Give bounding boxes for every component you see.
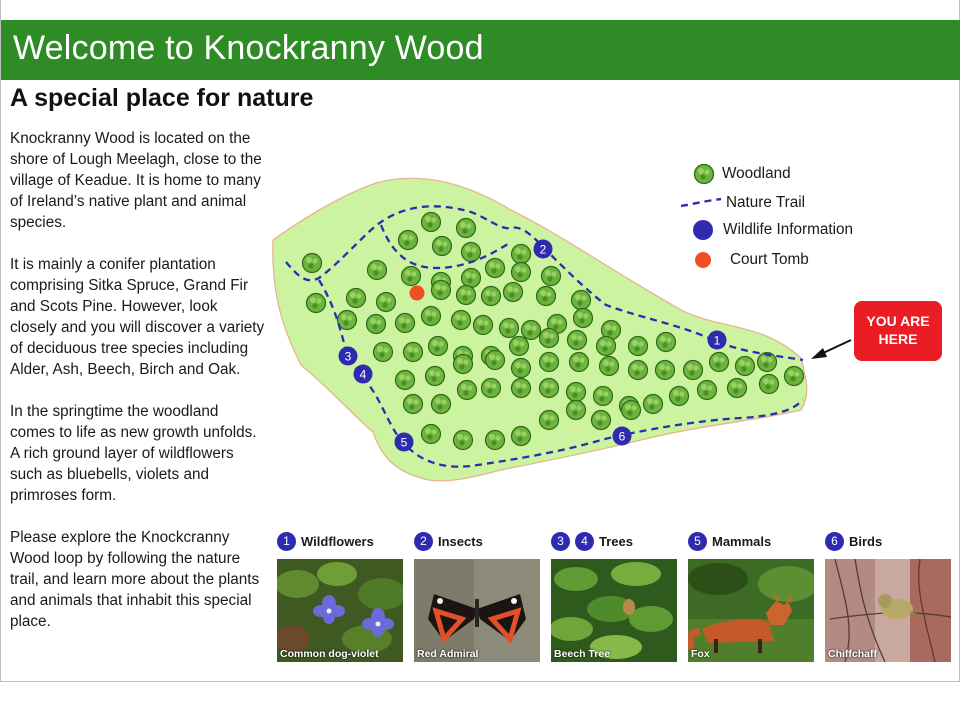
tree-canopy-icon [368, 261, 387, 280]
gallery-item-wildflowers [277, 530, 403, 662]
tree-canopy-icon [504, 283, 523, 302]
tree-canopy-icon [570, 353, 589, 372]
blue-circle-icon [692, 218, 716, 242]
tree-canopy-icon [396, 371, 415, 390]
dashed-line-icon [681, 191, 723, 215]
legend-label: Woodland [722, 165, 791, 182]
violet-photo [277, 559, 403, 662]
tree-canopy-icon [307, 294, 326, 313]
chiffchaff-photo [825, 559, 951, 662]
intro-paragraph: Knockranny Wood is located on the shore of Lough Meelagh, close to the village of Keadue. It is home to many of Ireland’s native plant and animal species. [10, 130, 262, 231]
tree-canopy-icon [374, 343, 393, 362]
tree-canopy-icon [462, 243, 481, 262]
tree-canopy-icon [594, 387, 613, 406]
marker-number: 4 [575, 532, 594, 551]
tree-canopy-icon [454, 431, 473, 450]
tree-canopy-icon [540, 329, 559, 348]
svg-text:2: 2 [539, 242, 547, 257]
tree-canopy-icon [510, 337, 529, 356]
court-tomb-marker [410, 286, 425, 301]
tree-canopy-icon [728, 379, 747, 398]
tree-canopy-icon [512, 427, 531, 446]
legend-woodland [681, 162, 791, 186]
gallery-item-trees [551, 530, 677, 662]
tree-canopy-icon [760, 375, 779, 394]
gallery-title: Trees [599, 533, 633, 549]
you-are-here-line: YOU ARE [866, 313, 930, 329]
tree-canopy-icon [482, 379, 501, 398]
tree-canopy-icon [684, 361, 703, 380]
tree-canopy-icon [452, 311, 471, 330]
tree-canopy-icon [540, 379, 559, 398]
tree-canopy-icon [432, 395, 451, 414]
tree-canopy-icon [512, 245, 531, 264]
tree-canopy-icon [377, 293, 396, 312]
header-banner [1, 20, 960, 80]
tree-canopy-icon [512, 263, 531, 282]
tree-canopy-icon [567, 383, 586, 402]
tree-canopy-icon [670, 387, 689, 406]
tree-canopy-icon [347, 289, 366, 308]
tree-canopy-icon [482, 287, 501, 306]
tree-canopy-icon [629, 337, 648, 356]
red-circle-icon [694, 248, 718, 272]
tree-canopy-icon [574, 309, 593, 328]
marker-number: 1 [277, 532, 296, 551]
svg-text:6: 6 [618, 429, 626, 444]
tree-canopy-icon [629, 361, 648, 380]
photo-caption: Fox [691, 648, 710, 660]
tree-canopy-icon [486, 351, 505, 370]
tree-canopy-icon [422, 213, 441, 232]
legend-label: Wildlife Information [723, 221, 854, 238]
arrow-icon [811, 340, 851, 359]
wildlife-marker-3 [339, 347, 358, 366]
tree-canopy-icon [458, 381, 477, 400]
tree-canopy-icon [540, 411, 559, 430]
tree-canopy-icon [512, 359, 531, 378]
gallery-item-birds [825, 530, 951, 662]
tree-canopy-icon [657, 333, 676, 352]
tree-canopy-icon [402, 267, 421, 286]
svg-text:3: 3 [344, 349, 352, 364]
gallery-title: Birds [849, 533, 883, 549]
fox-photo [688, 559, 814, 662]
gallery-item-mammals [688, 530, 814, 662]
butterfly-photo [414, 559, 540, 662]
tree-canopy-icon [572, 291, 591, 310]
tree-canopy-icon [710, 353, 729, 372]
legend-label: Court Tomb [730, 251, 809, 268]
tree-canopy-icon [457, 286, 476, 305]
gallery-title: Insects [438, 533, 483, 549]
you-are-here-sign [854, 301, 942, 361]
tree-canopy-icon [522, 321, 541, 340]
legend-trail [681, 191, 805, 215]
tree-canopy-icon [600, 357, 619, 376]
tree-canopy-icon [462, 269, 481, 288]
tree-canopy-icon [399, 231, 418, 250]
gallery-title: Mammals [712, 533, 772, 549]
tree-canopy-icon [692, 162, 716, 186]
tree-canopy-icon [785, 367, 804, 386]
gallery-item-insects [414, 530, 540, 662]
wildlife-marker-4 [354, 365, 373, 384]
tree-canopy-icon [592, 411, 611, 430]
photo-caption: Chiffchaff [828, 648, 877, 660]
tree-canopy-icon [736, 357, 755, 376]
wildlife-marker-1 [708, 331, 727, 350]
gallery-title: Wildflowers [301, 533, 374, 549]
tree-canopy-icon [567, 401, 586, 420]
tree-canopy-icon [396, 314, 415, 333]
tree-canopy-icon [474, 316, 493, 335]
marker-number: 5 [688, 532, 707, 551]
photo-caption: Red Admiral [417, 648, 479, 660]
intro-paragraph: Please explore the Knockcranny Wood loop by following the nature trail, and learn more about the plants and animals that inhabit this special place. [10, 529, 260, 630]
svg-text:5: 5 [400, 435, 408, 450]
tree-canopy-icon [404, 395, 423, 414]
tree-canopy-icon [433, 237, 452, 256]
marker-number: 6 [825, 532, 844, 551]
tree-canopy-icon [486, 431, 505, 450]
svg-text:1: 1 [713, 333, 721, 348]
tree-canopy-icon [422, 307, 441, 326]
intro-paragraph: In the springtime the woodland comes to life as new growth unfolds. A rich ground layer of wildflowers such as bluebells, violets and primroses form. [10, 403, 257, 504]
legend-wildlife [681, 218, 853, 242]
photo-caption: Beech Tree [554, 648, 611, 660]
legend-tomb [681, 248, 809, 272]
wildlife-marker-6 [613, 427, 632, 446]
tree-canopy-icon [486, 259, 505, 278]
tree-canopy-icon [404, 343, 423, 362]
wildlife-marker-5 [395, 433, 414, 452]
legend-label: Nature Trail [726, 194, 806, 211]
tree-canopy-icon [644, 395, 663, 414]
photo-caption: Common dog-violet [280, 648, 379, 660]
page-title: Welcome to Knockranny Wood [13, 29, 484, 67]
tree-canopy-icon [432, 281, 451, 300]
marker-number: 3 [551, 532, 570, 551]
tree-canopy-icon [454, 355, 473, 374]
tree-canopy-icon [457, 219, 476, 238]
tree-canopy-icon [512, 379, 531, 398]
tree-canopy-icon [542, 267, 561, 286]
tree-canopy-icon [597, 337, 616, 356]
tree-canopy-icon [656, 361, 675, 380]
tree-canopy-icon [429, 337, 448, 356]
intro-text [10, 128, 265, 653]
beech-tree-photo [551, 559, 677, 662]
tree-canopy-icon [500, 319, 519, 338]
page-subtitle: A special place for nature [10, 84, 314, 112]
intro-paragraph: It is mainly a conifer plantation comprising Sitka Spruce, Grand Fir and Scots Pine. However, look closely and you will discover a variety of deciduous tree species including Alder, Ash, Beech, Birch and Oak. [10, 256, 265, 378]
tree-canopy-icon [422, 425, 441, 444]
you-are-here-line: HERE [878, 331, 918, 347]
tree-canopy-icon [622, 401, 641, 420]
tree-canopy-icon [537, 287, 556, 306]
tree-canopy-icon [303, 254, 322, 273]
tree-canopy-icon [540, 353, 559, 372]
wildlife-marker-2 [534, 240, 553, 259]
svg-text:4: 4 [359, 367, 367, 382]
marker-number: 2 [414, 532, 433, 551]
tree-canopy-icon [698, 381, 717, 400]
tree-canopy-icon [367, 315, 386, 334]
tree-canopy-icon [568, 331, 587, 350]
tree-canopy-icon [426, 367, 445, 386]
